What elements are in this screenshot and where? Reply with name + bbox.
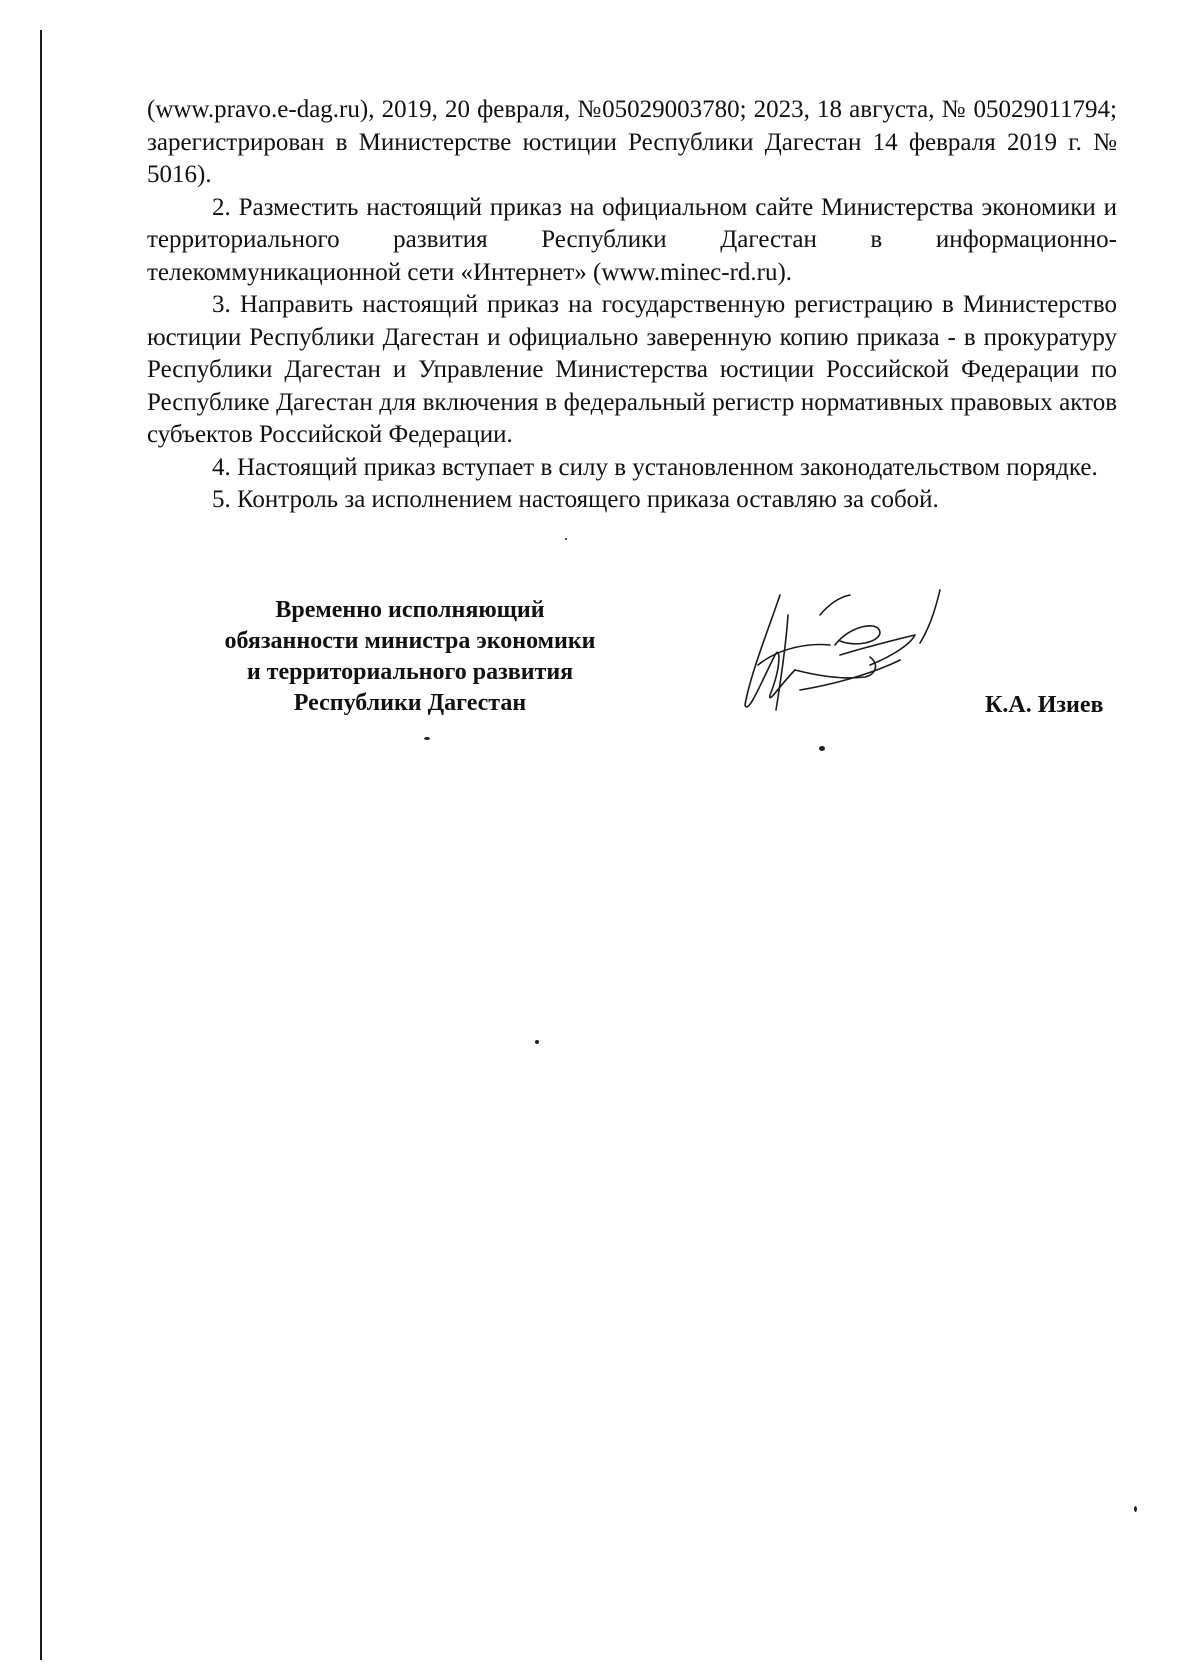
scan-speck (565, 538, 567, 540)
scan-speck (819, 746, 825, 751)
signatory-title-line: Республики Дагестан (293, 690, 527, 716)
signatory-title-line: обязанности министра экономики (224, 628, 596, 654)
signatory-title (185, 595, 635, 719)
paragraph-item-5: 5. Контроль за исполнением настоящего приказа оставляю за собой. (212, 486, 939, 513)
paragraph-item-4: 4. Настоящий приказ вступает в силу в установленном законодательством порядке. (212, 453, 1098, 481)
paragraph-registration-continuation: (www.pravo.e-dag.ru), 2019, 20 февраля, №05029003780; 2023, 18 августа, № 05029011794; зарегистрирован в Министерстве юстиции Республики Дагестан 14 февраля 2019 г. № 5016). (147, 96, 1117, 188)
scan-speck (535, 1040, 539, 1044)
signatory-name: К.А. Изиев (985, 692, 1104, 718)
document-body (147, 94, 1117, 517)
scan-speck (1134, 1506, 1137, 1512)
paragraph-item-2: 2. Разместить настоящий приказ на официальном сайте Министерства экономики и территориального развития Республики Дагестан в информационно-телекоммуникационной сети «Интернет» (www.minec-rd.ru). (147, 193, 1117, 286)
signatory-title-line: Временно исполняющий (275, 597, 545, 623)
paragraph-item-3: 3. Направить настоящий приказ на государственную регистрацию в Министерство юстиции Республики Дагестан и официально заверенную копию приказа - в прокуратуру Республики Дагестан и Управление Министерства юстиции Российской Федерации по Республике Дагестан для включения в федеральный регистр нормативных правовых актов субъектов Российской Федерации. (147, 291, 1117, 448)
scan-speck (424, 737, 430, 740)
scan-page-edge (40, 30, 42, 1660)
handwritten-signature-icon (740, 585, 990, 725)
signatory-title-line: и территориального развития (246, 659, 574, 685)
